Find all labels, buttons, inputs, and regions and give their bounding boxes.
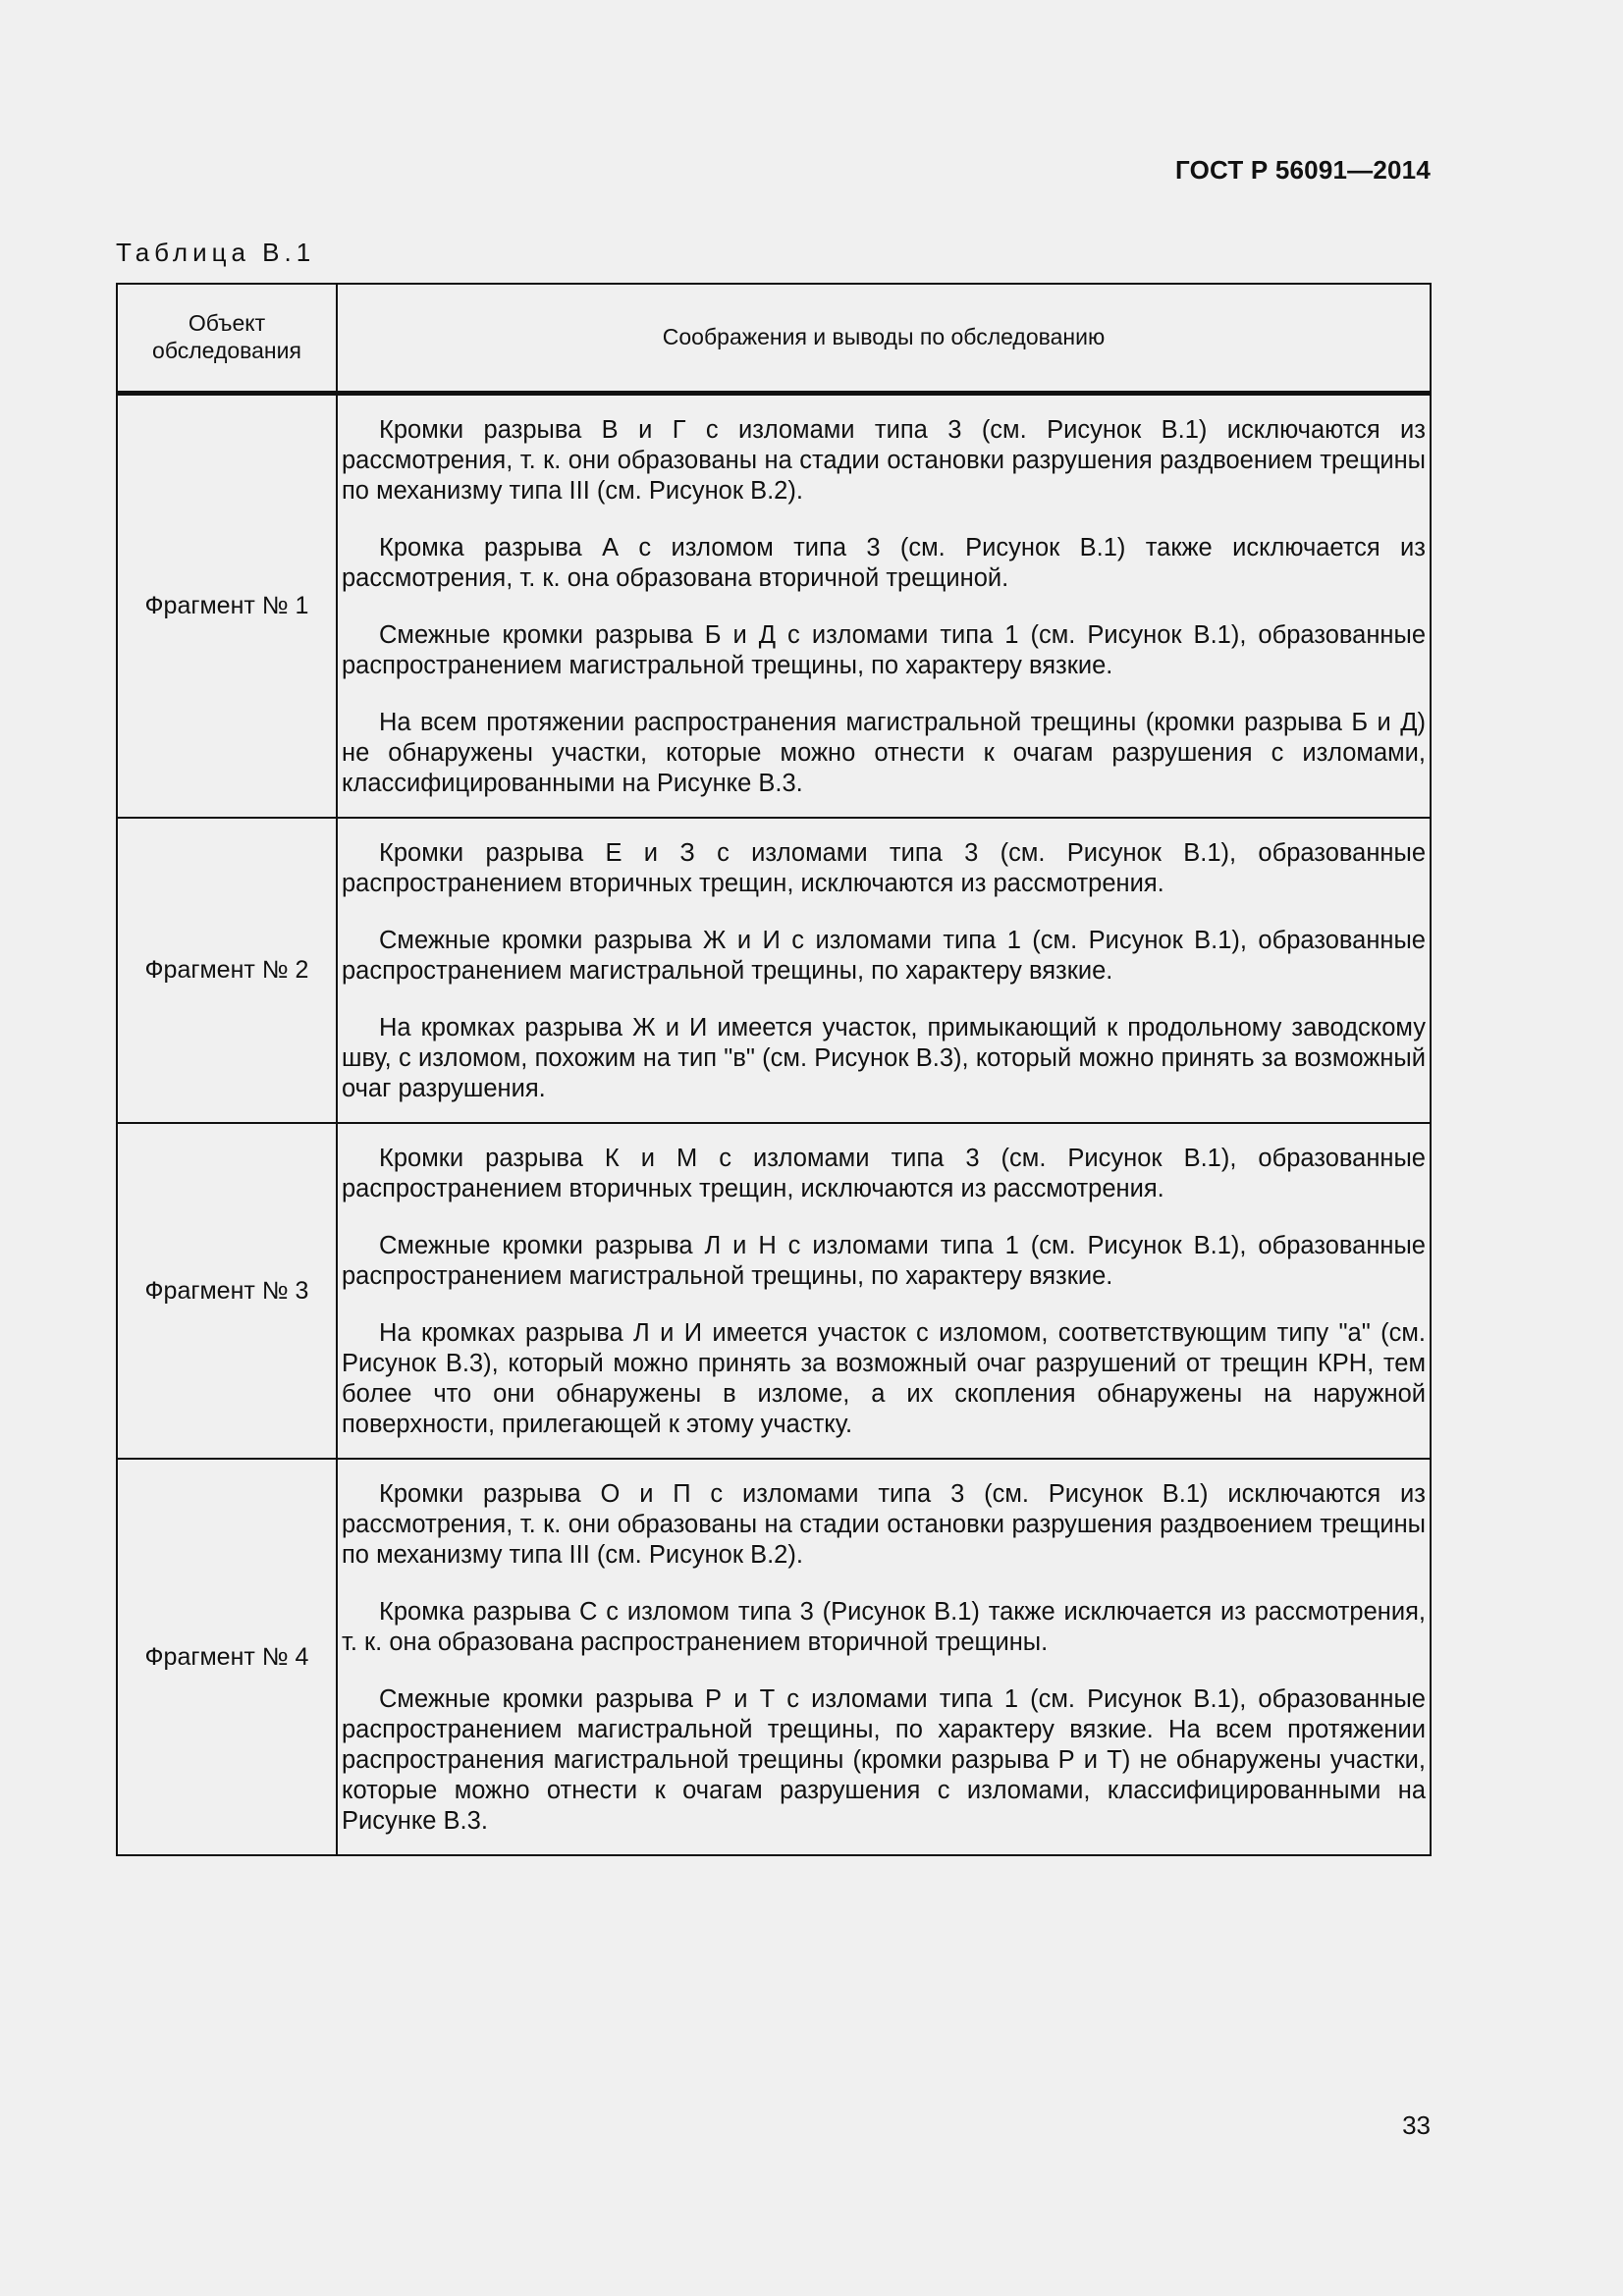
paragraph: Кромка разрыва С с изломом типа 3 (Рисунок В.1) также исключается из рассмотрения, т. к. она образована распространением вторичной трещины. — [342, 1598, 1426, 1656]
column-header-conclusions: Соображения и выводы по обследованию — [337, 284, 1431, 394]
paragraph: Смежные кромки разрыва Ж и И с изломами типа 1 (см. Рисунок В.1), образованные распространением магистральной трещины, по характеру вязкие. — [342, 927, 1426, 985]
paragraph: На кромках разрыва Ж и И имеется участок, примыкающий к продольному заводскому шву, с изломом, похожим на тип "в" (см. Рисунок В.3), который можно принять за возможный очаг разрушения. — [342, 1014, 1426, 1102]
table-caption: Таблица В.1 — [116, 238, 316, 267]
row-object-fragment-1: Фрагмент № 1 — [117, 394, 337, 819]
paragraph: Кромки разрыва Е и З с изломами типа 3 (см. Рисунок В.1), образованные распространением вторичных трещин, исключаются из рассмотрения. — [342, 839, 1426, 897]
table-header-row — [117, 284, 1431, 394]
paragraph: Кромка разрыва А с изломом типа 3 (см. Рисунок В.1) также исключается из рассмотрения, т. к. она образована вторичной трещиной. — [342, 534, 1426, 592]
paragraph: Смежные кромки разрыва Л и Н с изломами типа 1 (см. Рисунок В.1), образованные распространением магистральной трещины, по характеру вязкие. — [342, 1232, 1426, 1290]
row-object-fragment-3: Фрагмент № 3 — [117, 1123, 337, 1459]
paragraph: Кромки разрыва В и Г с изломами типа 3 (см. Рисунок В.1) исключаются из рассмотрения, т. к. они образованы на стадии остановки разрушения раздвоением трещины по механизму типа III (см. Рисунок В.2). — [342, 416, 1426, 505]
table-row — [117, 394, 1431, 819]
row-conclusions-fragment-4 — [337, 1459, 1431, 1855]
paragraph: На всем протяжении распространения магистральной трещины (кромки разрыва Б и Д) не обнаружены участки, которые можно отнести к очагам разрушения с изломами, классифицированными на Рисунке В.3. — [342, 709, 1426, 797]
paragraph: Кромки разрыва О и П с изломами типа 3 (см. Рисунок В.1) исключаются из рассмотрения, т. к. они образованы на стадии остановки разрушения раздвоением трещины по механизму типа III (см. Рисунок В.2). — [342, 1480, 1426, 1569]
table-row — [117, 1459, 1431, 1855]
paragraph: Смежные кромки разрыва Б и Д с изломами типа 1 (см. Рисунок В.1), образованные распространением магистральной трещины, по характеру вязкие. — [342, 621, 1426, 679]
table-row — [117, 818, 1431, 1123]
document-code: ГОСТ Р 56091—2014 — [1175, 155, 1431, 185]
findings-table — [116, 283, 1432, 1856]
row-conclusions-fragment-3 — [337, 1123, 1431, 1459]
page-number: 33 — [1402, 2110, 1431, 2140]
paragraph: Смежные кромки разрыва Р и Т с изломами типа 1 (см. Рисунок В.1), образованные распространением магистральной трещины, по характеру вязкие. На всем протяжении распространения магистральной трещины (кромки разрыва Р и Т) не обнаружены участки, которые можно отнести к очагам разрушения с изломами, классифицированными на Рисунке В.3. — [342, 1685, 1426, 1835]
paragraph: На кромках разрыва Л и И имеется участок с изломом, соответствующим типу "а" (см. Рисунок В.3), который можно принять за возможный очаг разрушений от трещин КРН, тем более что они обнаружены в изломе, а их скопления обнаружены на наружной поверхности, прилегающей к этому участку. — [342, 1319, 1426, 1438]
row-object-fragment-4: Фрагмент № 4 — [117, 1459, 337, 1855]
column-header-object: Объект обследования — [117, 284, 337, 394]
table-row — [117, 1123, 1431, 1459]
paragraph: Кромки разрыва К и М с изломами типа 3 (см. Рисунок В.1), образованные распространением вторичных трещин, исключаются из рассмотрения. — [342, 1145, 1426, 1202]
row-conclusions-fragment-2 — [337, 818, 1431, 1123]
row-object-fragment-2: Фрагмент № 2 — [117, 818, 337, 1123]
row-conclusions-fragment-1 — [337, 394, 1431, 819]
